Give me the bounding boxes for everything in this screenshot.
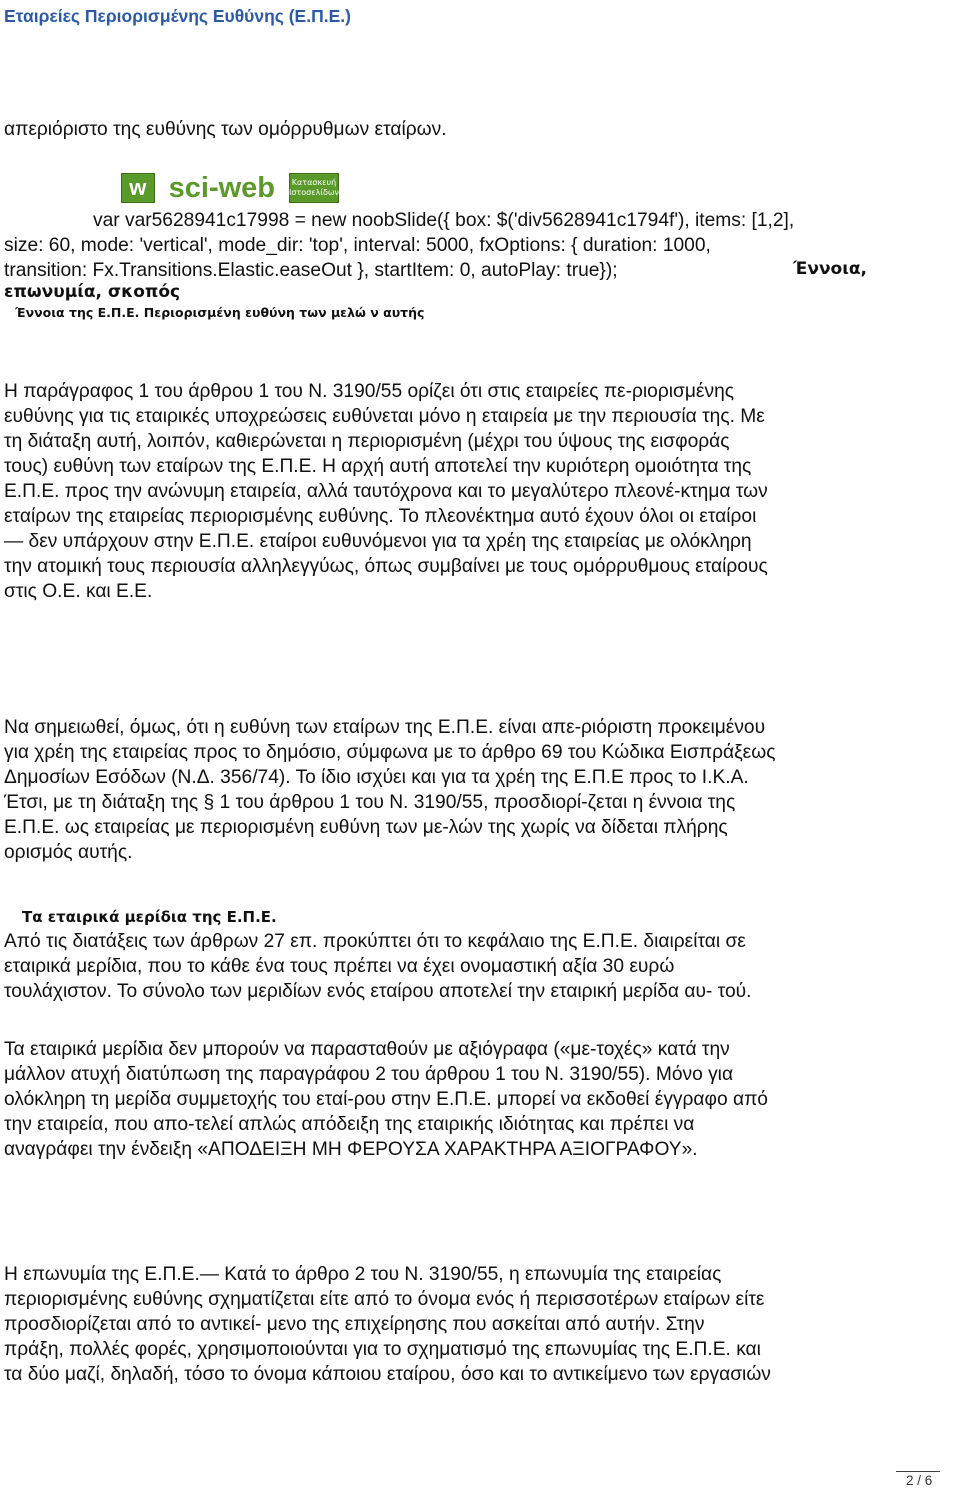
text-line: εταιρικά μερίδια, που το κάθε ένα τους πρέπει να έχει ονομαστική αξία 30 ευρώ: [4, 956, 675, 977]
text-line: Να σημειωθεί, όμως, ότι η ευθύνη των εταίρων της Ε.Π.Ε. είναι απε-ριόριστη προκειμένου: [4, 717, 766, 738]
text-line: ορισμός αυτής.: [4, 842, 133, 863]
text-line: Τα εταιρικά μερίδια δεν μπορούν να παρασταθούν με αξιόγραφα («με-τοχές» κατά την: [4, 1039, 730, 1060]
script-text-line: transition: Fx.Transitions.Elastic.easeOut }, startItem: 0, autoPlay: true});: [4, 260, 618, 281]
script-text-line: size: 60, mode: 'vertical', mode_dir: 'top', interval: 5000, fxOptions: { duration: 1000,: [4, 235, 711, 256]
text-line: τους) ευθύνη των εταίρων της Ε.Π.Ε. Η αρχή αυτή αποτελεί την κυριότερη ομοιότητα της: [4, 456, 752, 477]
text-line: τη διάταξη αυτή, λοιπόν, καθιερώνεται η περιορισμένη (μέχρι του ύψους της εισφοράς: [4, 431, 730, 452]
text-line: πράξη, πολλές φορές, χρησιμοποιούνται για το σχηματισμό της επωνυμίας της Ε.Π.Ε. και: [4, 1339, 761, 1360]
sci-web-logo: [121, 173, 339, 203]
page-title: Εταιρείες Περιορισμένης Ευθύνης (Ε.Π.Ε.): [4, 6, 351, 26]
text-line: την ατομική τους περιουσία αλληλεγγύως, όπως συμβαίνει με τους ομόρρυθμους εταίρους: [4, 556, 768, 577]
page-number: 2 / 6: [906, 1473, 933, 1488]
logo-text: sci-web: [168, 172, 275, 204]
text-line: ευθύνης για τις εταιρικές υποχρεώσεις ευθύνεται μόνο η εταιρεία με την περιουσία της. Με: [4, 406, 765, 427]
text-line: εταίρων της εταιρείας περιορισμένης ευθύνης. Το πλεονέκτημα αυτό έχουν όλοι οι εταίροι: [4, 506, 757, 527]
text-line: στις Ο.Ε. και Ε.Ε.: [4, 581, 153, 602]
heading-company-shares: Τα εταιρικά μερίδια της Ε.Π.Ε.: [22, 908, 277, 926]
logo-mark-icon: w: [121, 173, 155, 203]
text-line: Έτσι, με τη διάταξη της § 1 του άρθρου 1 του Ν. 3190/55, προσδιορί-ζεται η έννοια της: [4, 792, 736, 813]
text-line: για χρέη της εταιρείας προς το δημόσιο, σύμφωνα με το άρθρο 69 του Κώδικα Εισπράξεως: [4, 742, 776, 763]
text-line: περιορισμένης ευθύνης σχηματίζεται είτε από το όνομα ενός ή περισσοτέρων εταίρων είτε: [4, 1289, 765, 1310]
text-line: ολόκληρη τη μερίδα συμμετοχής του εταί-ρου στην Ε.Π.Ε. μπορεί να εκδοθεί έγγραφο από: [4, 1089, 768, 1110]
text-line: — δεν υπάρχουν στην Ε.Π.Ε. εταίροι ευθυνόμενοι για τα χρέη της εταιρείας με ολόκληρη: [4, 531, 752, 552]
text-line: Η παράγραφος 1 του άρθρου 1 του Ν. 3190/55 ορίζει ότι στις εταιρείες πε-ριορισμένης: [4, 381, 734, 402]
text-line: αναγράφει την ένδειξη «ΑΠΟΔΕΙΞΗ ΜΗ ΦΕΡΟΥΣΑ ΧΑΡΑΚΤΗΡΑ ΑΞΙΟΓΡΑΦΟΥ».: [4, 1139, 698, 1160]
text-line: Ε.Π.Ε. ως εταιρείας με περιορισμένη ευθύνη των με-λών της χωρίς να δίδεται πλήρης: [4, 817, 728, 838]
text-line: μάλλον ατυχή διατύπωση της παραγράφου 2 του άρθρου 1 του Ν. 3190/55). Μόνο για: [4, 1064, 734, 1085]
text-line: Δημοσίων Εσόδων (Ν.Δ. 356/74). Το ίδιο ισχύει και για τα χρέη της Ε.Π.Ε προς το Ι.Κ.Α.: [4, 767, 749, 788]
text-line: τουλάχιστον. Το σύνολο των μεριδίων ενός εταίρου αποτελεί την εταιρική μερίδα αυ- τού.: [4, 981, 752, 1002]
logo-tagline-line1: Κατασκευή: [291, 178, 337, 187]
logo-tagline: [289, 173, 339, 203]
text-line: την εταιρεία, που απο-τελεί απλώς απόδειξη της εταιρικής ιδιότητας και πρέπει να: [4, 1114, 695, 1135]
text-line: τα δύο μαζί, δηλαδή, τόσο το όνομα κάποιου εταίρου, όσο και το αντικείμενο των εργασιών: [4, 1364, 771, 1385]
text-line: προσδιορίζεται από το αντικεί- μενο της επιχείρησης που ασκείται από αυτήν. Στην: [4, 1314, 705, 1335]
text-line: Από τις διατάξεις των άρθρων 27 επ. προκύπτει ότι το κεφάλαιο της Ε.Π.Ε. διαιρείται σε: [4, 931, 746, 952]
script-text-line: var var5628941c17998 = new noobSlide({ box: $('div5628941c1794f'), items: [1,2],: [93, 210, 795, 231]
text-line: Η επωνυμία της Ε.Π.Ε.— Κατά το άρθρο 2 του Ν. 3190/55, η επωνυμία της εταιρείας: [4, 1264, 722, 1285]
logo-tagline-line2: Ιστοσελίδων: [288, 188, 340, 197]
text-line: απεριόριστο της ευθύνης των ομόρρυθμων εταίρων.: [4, 119, 447, 140]
text-line: Ε.Π.Ε. προς την ανώνυμη εταιρεία, αλλά ταυτόχρονα και το μεγαλύτερο πλεονέ-κτημα των: [4, 481, 768, 502]
heading-name-purpose: επωνυμία, σκοπός: [4, 282, 181, 302]
subheading-limited-liability: Έννοια της Ε.Π.Ε. Περιορισμένη ευθύνη των μελώ ν αυτής: [15, 305, 425, 320]
heading-concept: Έννοια,: [793, 259, 867, 279]
footer-divider: [896, 1471, 940, 1472]
